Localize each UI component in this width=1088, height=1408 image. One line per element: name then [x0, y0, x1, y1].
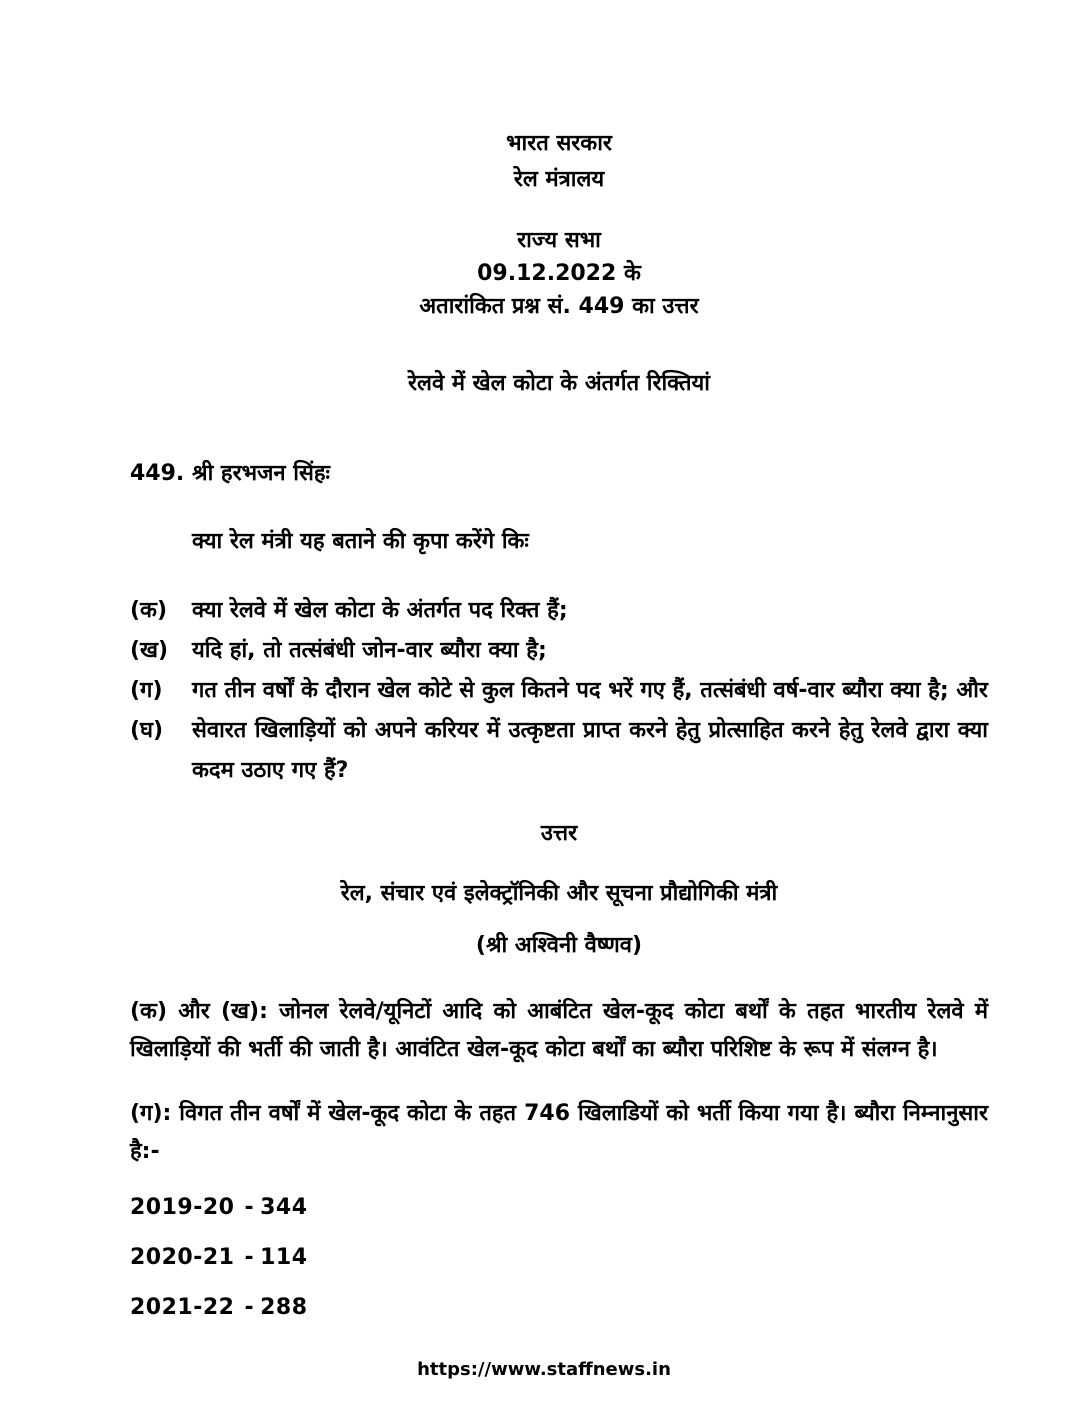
session-block	[130, 224, 988, 323]
recruitment-year-row	[130, 1247, 988, 1269]
house-name: राज्य सभा	[517, 228, 601, 253]
year-label: 2019-20	[130, 1195, 235, 1220]
recruitment-year-list	[130, 1197, 988, 1319]
minister-title: रेल, संचार एवं इलेक्ट्रॉनिकी और सूचना प्रौद्योगिकी मंत्री	[340, 881, 778, 906]
part-text: क्या रेलवे में खेल कोटा के अंतर्गत पद रिक्त हैं;	[192, 598, 568, 623]
question-part-kha	[130, 631, 988, 671]
year-separator: -	[244, 1295, 255, 1320]
answer-para-ka-kha: (क) और (ख): जोनल रेलवे/यूनिटों आदि को आबंटित खेल-कूद कोटा बर्थों के तहत भारतीय रेलवे में खिलाड़ियों की भर्ती की जाती है। आवंटित खेल-कूद कोटा बर्थों का ब्यौरा परिशिष्ट के रूप में संलग्न है।	[130, 999, 988, 1062]
year-count: 344	[260, 1195, 308, 1220]
year-count: 114	[260, 1245, 308, 1270]
question-reference: अतारांकित प्रश्न सं. 449 का उत्तर	[419, 294, 699, 319]
answer-heading: उत्तर	[540, 821, 578, 846]
document-header	[130, 126, 988, 198]
question-header-row	[130, 459, 988, 489]
year-label: 2021-22	[130, 1295, 235, 1320]
recruitment-year-row	[130, 1197, 988, 1219]
minister-name: (श्री अश्विनी वैष्णव)	[475, 933, 643, 958]
government-name: भारत सरकार	[506, 131, 612, 156]
year-count: 288	[260, 1295, 308, 1320]
question-parts	[130, 591, 988, 791]
part-label: (ग)	[130, 678, 163, 703]
ministry-name: रेल मंत्रालय	[513, 167, 605, 192]
part-label: (ख)	[130, 638, 169, 663]
answer-para-ga: (ग): विगत तीन वर्षों में खेल-कूद कोटा के तहत 746 खिलाडियों को भर्ती किया गया है। ब्यौरा निम्नानुसार है:-	[130, 1101, 988, 1164]
year-label: 2020-21	[130, 1245, 235, 1270]
session-date: 09.12.2022 के	[477, 261, 641, 286]
part-text: गत तीन वर्षों के दौरान खेल कोटे से कुल कितने पद भरें गए हैं, तत्संबंधी वर्ष-वार ब्यौरा क्या है; और	[192, 678, 988, 703]
part-label: (क)	[130, 598, 168, 623]
question-part-gha	[130, 711, 988, 791]
part-text: सेवारत खिलाड़ियों को अपने करियर में उत्कृष्टता प्राप्त करने हेतु प्रोत्साहित करने हेतु रेलवे द्वारा क्या कदम उठाए गए हैं?	[192, 718, 988, 783]
part-label: (घ)	[130, 718, 164, 743]
subject-title: रेलवे में खेल कोटा के अंतर्गत रिक्तियां	[408, 371, 710, 396]
part-text: यदि हां, तो तत्संबंधी जोन-वार ब्यौरा क्या है;	[192, 638, 547, 663]
question-part-ga	[130, 671, 988, 711]
year-separator: -	[244, 1245, 255, 1270]
member-name: श्री हरभजन सिंहः	[192, 461, 330, 486]
year-separator: -	[244, 1195, 255, 1220]
question-intro: क्या रेल मंत्री यह बताने की कृपा करेंगे किः	[192, 529, 529, 554]
watermark-url: https://www.staffnews.in	[417, 1359, 671, 1380]
question-part-ka	[130, 591, 988, 631]
recruitment-year-row	[130, 1297, 988, 1319]
question-number: 449.	[130, 461, 185, 486]
